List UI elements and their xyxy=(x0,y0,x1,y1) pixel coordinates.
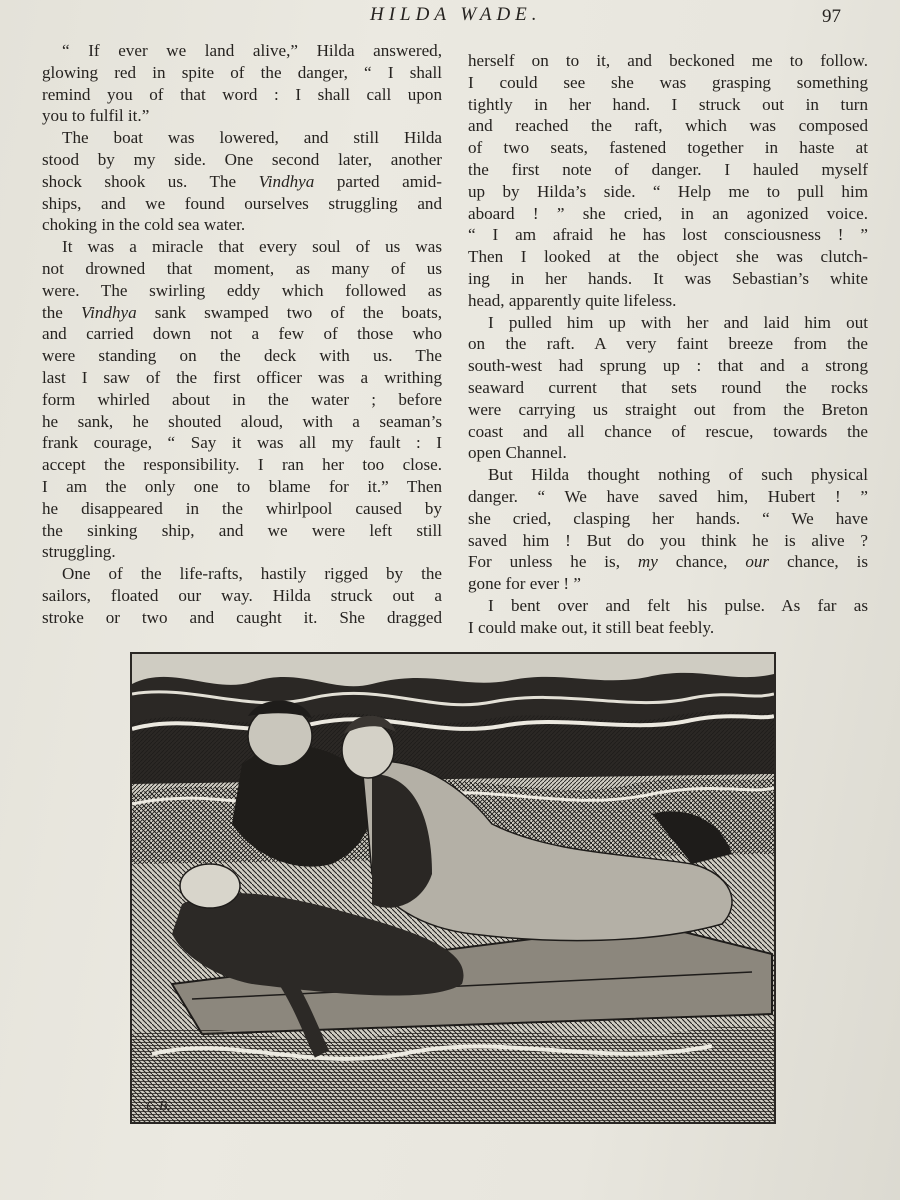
text-line: south-west had sprung up : that and a strong xyxy=(468,356,868,376)
text-line: were standing on the deck with us. The xyxy=(42,346,442,366)
text-line: not drowned that moment, as many of us xyxy=(42,258,442,278)
text-line: shock shook us. The Vindhya parted amid- xyxy=(42,171,442,191)
text-line: on the raft. A very faint breeze from the xyxy=(468,334,868,354)
text-line: herself on to it, and beckoned me to follow. xyxy=(468,51,868,70)
text-line: “ If ever we land alive,” Hilda answered, xyxy=(62,41,442,60)
running-title: HILDA WADE. xyxy=(370,4,542,25)
shipwreck-illustration xyxy=(130,652,776,1124)
text-line: choking in the cold sea water. xyxy=(42,215,246,235)
right-text-column xyxy=(468,50,868,639)
page-number: 97 xyxy=(822,6,841,27)
text-line: coast and all chance of rescue, towards the xyxy=(468,421,868,441)
text-line: saved him ! But do you think he is alive ? xyxy=(468,530,868,550)
text-line: she cried, clasping her hands. “ We have xyxy=(468,508,868,528)
artist-signature: C.B. xyxy=(146,1099,171,1114)
text-line: Then I looked at the object she was clutch- xyxy=(468,247,868,267)
text-line: were. The swirling eddy which followed as xyxy=(42,280,442,300)
text-line: of two seats, fastened together in haste at xyxy=(468,138,868,158)
text-line: frank courage, “ Say it was all my fault : I xyxy=(42,433,442,453)
text-line: and carried down not a few of those who xyxy=(42,324,442,344)
text-line: the Vindhya sank swamped two of the boats, xyxy=(42,302,442,322)
text-line: accept the responsibility. I ran her too close. xyxy=(42,455,442,475)
text-line: the sinking ship, and we were left still xyxy=(42,520,442,540)
text-line: “ I am afraid he has lost consciousness ! ” xyxy=(468,225,868,245)
text-line: were carrying us straight out from the Breton xyxy=(468,399,868,419)
text-line: I could see she was grasping something xyxy=(468,72,868,92)
text-line: the first note of danger. I hauled myself xyxy=(468,159,868,179)
text-line: you to fulfil it.” xyxy=(42,106,150,126)
text-line: The boat was lowered, and still Hilda xyxy=(62,128,442,148)
text-line: up by Hilda’s side. “ Help me to pull him xyxy=(468,181,868,201)
text-line: I bent over and felt his pulse. As far as xyxy=(488,595,868,615)
text-line: form whirled about in the water ; before xyxy=(42,389,442,409)
foreground-water xyxy=(132,1024,774,1122)
text-line: One of the life-rafts, hastily rigged by the xyxy=(62,564,442,584)
text-line: stroke or two and caught it. She dragged xyxy=(42,607,442,627)
engraving-artwork xyxy=(132,654,774,1122)
text-line: he disappeared in the whirlpool caused by xyxy=(42,498,442,518)
text-line: gone for ever ! ” xyxy=(468,574,581,594)
text-line: sailors, floated our way. Hilda struck out a xyxy=(42,585,442,605)
text-line: glowing red in spite of the danger, “ I shall xyxy=(42,62,442,82)
text-line: open Channel. xyxy=(468,443,567,463)
text-line: ships, and we found ourselves struggling and xyxy=(42,193,442,213)
text-line: head, apparently quite lifeless. xyxy=(468,290,677,310)
text-line: and reached the raft, which was composed xyxy=(468,116,868,136)
text-line: last I saw of the first officer was a writhing xyxy=(42,367,442,387)
left-text-column xyxy=(42,40,442,629)
text-line: For unless he is, my chance, our chance, is xyxy=(468,552,868,572)
text-line: aboard ! ” she cried, in an agonized voice. xyxy=(468,203,868,223)
text-line: ing in her hands. It was Sebastian’s white xyxy=(468,268,868,288)
text-line: I pulled him up with her and laid him out xyxy=(488,312,868,332)
white-head xyxy=(180,864,240,908)
text-line: I am the only one to blame for it.” Then xyxy=(42,476,442,496)
text-line: I could make out, it still beat feebly. xyxy=(468,617,715,637)
text-line: danger. “ We have saved him, Hubert ! ” xyxy=(468,486,868,506)
text-line: remind you of that word : I shall call upon xyxy=(42,84,442,104)
text-line: struggling. xyxy=(42,542,116,562)
text-line: he sank, he shouted aloud, with a seaman’s xyxy=(42,411,442,431)
text-line: stood by my side. One second later, another xyxy=(42,149,442,169)
text-line: But Hilda thought nothing of such physical xyxy=(488,465,868,485)
text-line: seaward current that sets round the rocks xyxy=(468,377,868,397)
text-line: It was a miracle that every soul of us was xyxy=(62,237,442,257)
text-line: tightly in her hand. I struck out in turn xyxy=(468,94,868,114)
